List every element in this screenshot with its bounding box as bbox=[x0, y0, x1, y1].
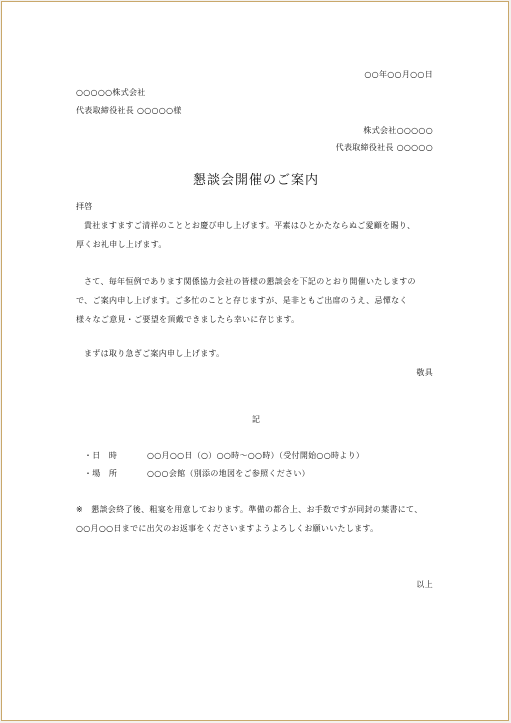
document-title: 懇談会開催のご案内 bbox=[192, 173, 319, 188]
date-value: ○○月○○日（○）○○時～○○時）（受付開始○○時より） bbox=[147, 451, 365, 460]
sender-person: 代表取締役社長 ○○○○○ bbox=[335, 143, 433, 152]
document-page bbox=[1, 1, 509, 721]
opening-salutation: 拝啓 bbox=[76, 202, 93, 211]
place-label: ・場 所 bbox=[84, 469, 118, 478]
recipient-company: ○○○○○株式会社 bbox=[76, 88, 146, 97]
sender-company: 株式会社○○○○○ bbox=[363, 126, 433, 135]
paragraph-2-line-1: さて、毎年恒例であります関係協力会社の皆様の懇談会を下記のとおり開催いたしますの bbox=[84, 277, 416, 286]
end-mark: 以上 bbox=[416, 580, 433, 589]
paragraph-3: まずは取り急ぎご案内申し上げます。 bbox=[84, 349, 225, 358]
closing-salutation: 敬具 bbox=[416, 368, 433, 377]
date-label: ・日 時 bbox=[84, 451, 118, 460]
note-line-1: ※ 懇談会終了後、粗宴を用意しております。準備の都合上、お手数ですが同封の葉書にて、 bbox=[76, 505, 423, 514]
paragraph-2-line-3: 様々なご意見・ご要望を頂戴できましたら幸いに存じます。 bbox=[76, 315, 300, 324]
note-line-2: ○○月○○日までに出欠のお返事をくださいますようよろしくお願いいたします。 bbox=[76, 524, 379, 533]
details-heading: 記 bbox=[252, 415, 260, 424]
document-date: ○○年○○月○○日 bbox=[364, 70, 433, 79]
paragraph-1-line-2: 厚くお礼申し上げます。 bbox=[76, 240, 167, 249]
place-value: ○○○会館（別添の地図をご参照ください） bbox=[147, 469, 310, 478]
paragraph-2-line-2: で、ご案内申し上げます。ご多忙のことと存じますが、是非ともご出席のうえ、忌憚なく bbox=[76, 296, 408, 305]
paragraph-1-line-1: 貴社ますますご清祥のこととお慶び申し上げます。平素はひとかたならぬご愛顧を賜り、 bbox=[84, 221, 416, 230]
recipient-person: 代表取締役社長 ○○○○○様 bbox=[76, 106, 182, 115]
